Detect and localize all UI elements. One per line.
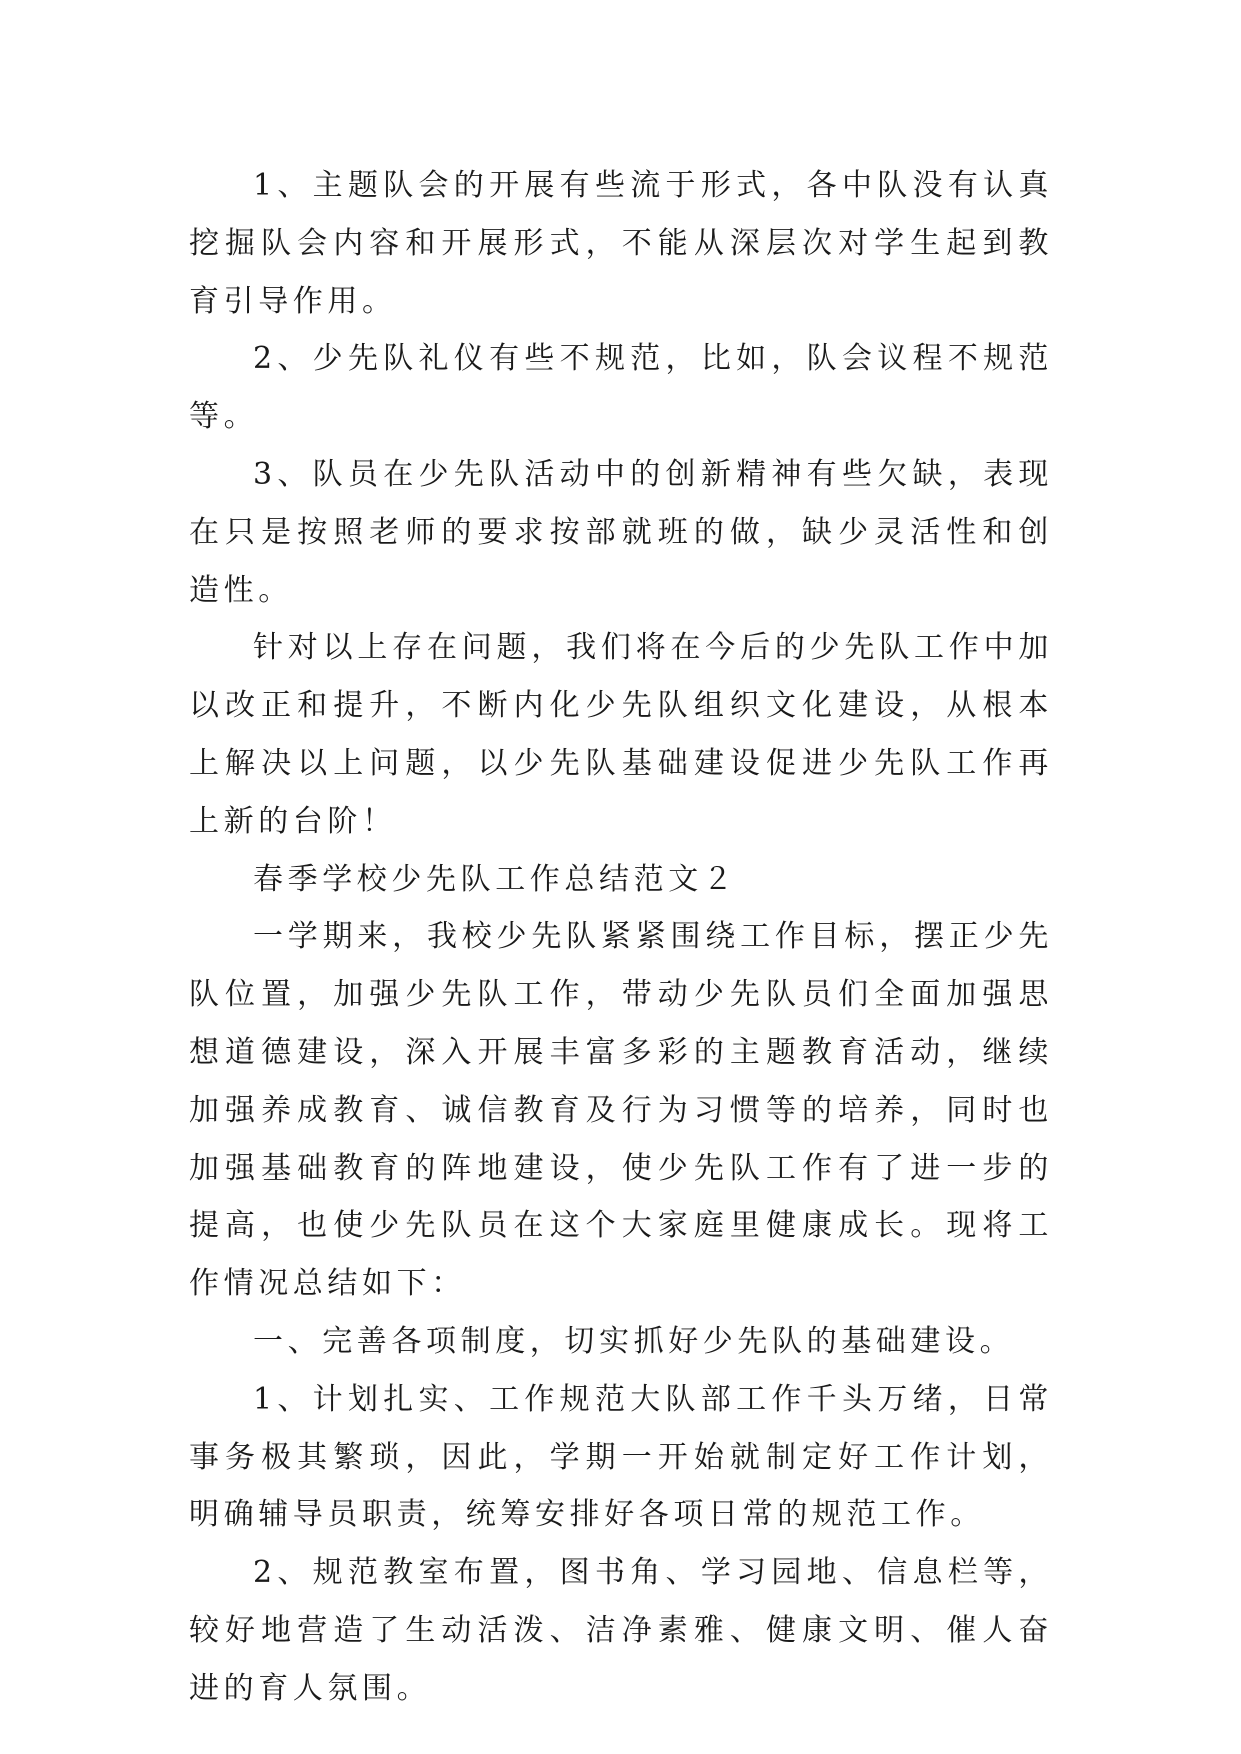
heading-section-one: 一、完善各项制度，切实抓好少先队的基础建设。 [253,1323,1015,1359]
paragraph-improvement: 针对以上存在问题，我们将在今后的少先队工作中加以改正和提升，不断内化少先队组织文化建设，从根本上解决以上问题，以少先队基础建设促进少先队工作再上新的台阶！ [189,630,1053,839]
paragraph-issue-2: 2、少先队礼仪有些不规范，比如，队会议程不规范等。 [189,341,1053,435]
paragraph-issue-1: 1、主题队会的开展有些流于形式，各中队没有认真挖掘队会内容和开展形式，不能从深层次对学生起到教育引导作用。 [189,168,1053,319]
document-body [189,157,1053,1718]
paragraph-classroom: 2、规范教室布置，图书角、学习园地、信息栏等，较好地营造了生动活泼、洁净素雅、健康文明、催人奋进的育人氛围。 [189,1555,1053,1706]
section-title: 春季学校少先队工作总结范文２ [253,861,738,897]
paragraph-plan: 1、计划扎实、工作规范大队部工作千头万绪，日常事务极其繁琐，因此，学期一开始就制定好工作计划，明确辅导员职责，统筹安排好各项日常的规范工作。 [189,1381,1053,1533]
paragraph-issue-3: 3、队员在少先队活动中的创新精神有些欠缺，表现在只是按照老师的要求按部就班的做，缺少灵活性和创造性。 [189,456,1053,608]
paragraph-intro: 一学期来，我校少先队紧紧围绕工作目标，摆正少先队位置，加强少先队工作，带动少先队员们全面加强思想道德建设，深入开展丰富多彩的主题教育活动，继续加强养成教育、诚信教育及行为习惯等的培养，同时也加强基础教育的阵地建设，使少先队工作有了进一步的提高，也使少先队员在这个大家庭里健康成长。现将工作情况总结如下： [189,919,1053,1302]
